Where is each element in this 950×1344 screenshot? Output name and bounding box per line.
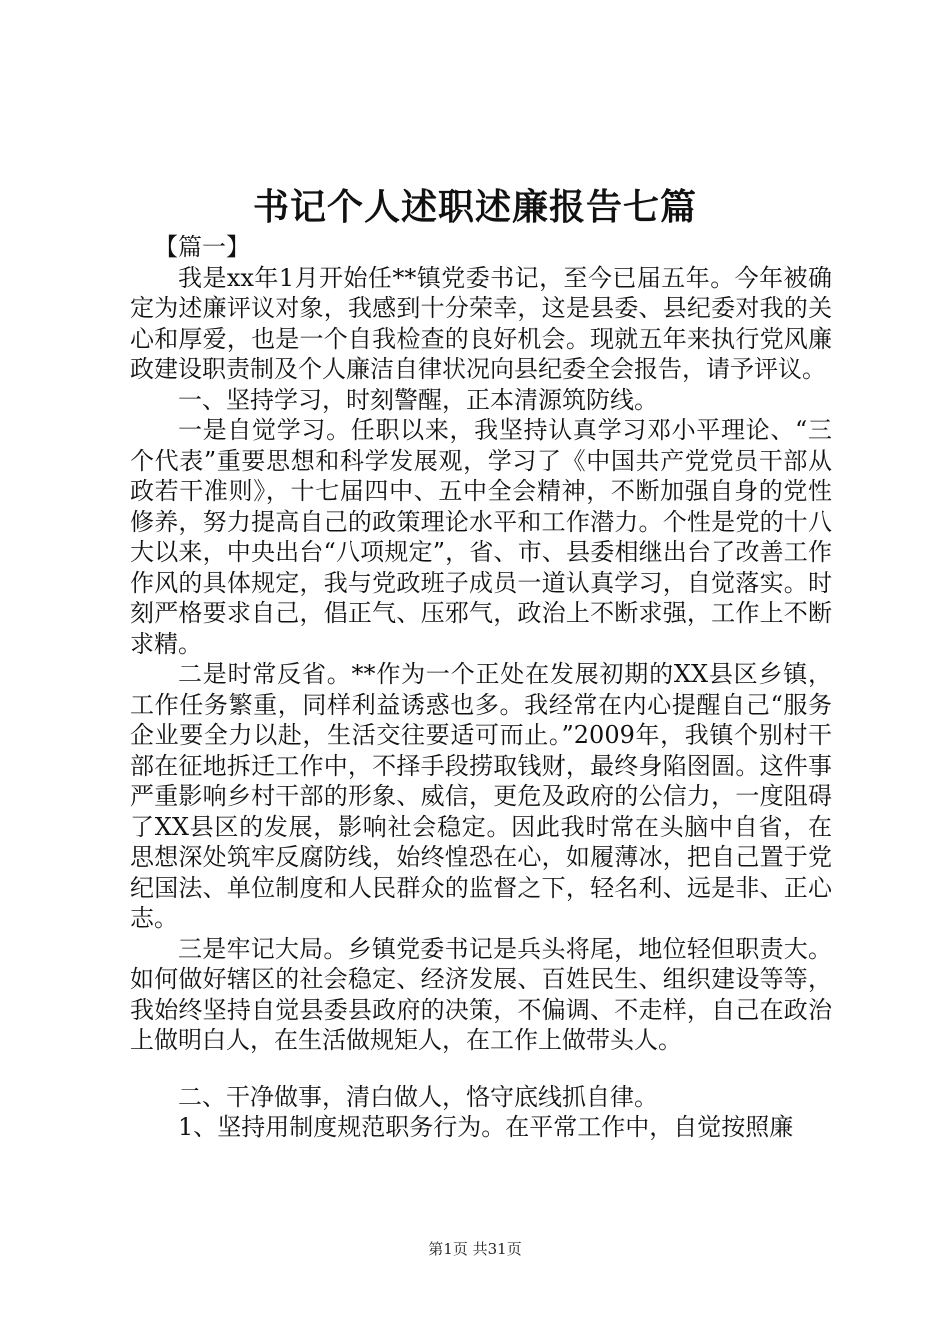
paragraph: 1、坚持用制度规范职务行为。在平常工作中，自觉按照廉 [178, 1113, 794, 1141]
page-number: 第1页 共31页 [428, 1240, 522, 1258]
paragraph: 二是时常反省。**作为一个正处在发展初期的XX县区乡镇，工作任务繁重，同样利益诱惑也多。我经常在内心提醒自己“服务企业要全力以赴，生活交往要适可而止。”2009年，我镇个别村干部在征地拆迁工作中，不择手段捞取钱财，最终身陷囹圄。这件事严重影响乡村干部的形象、威信，更危及政府的公信力，一度阻碍了XX县区的发展，影响社会稳定。因此我时常在头脑中自省，在思想深处筑牢反腐防线，始终惶恐在心，如履薄冰，把自己置于党纪国法、单位制度和人民群众的监督之下，轻名利、远是非、正心志。 [130, 660, 832, 932]
section-marker: 【篇一】 [154, 233, 250, 261]
paragraph: 我是xx年1月开始任**镇党委书记，至今已届五年。今年被确定为述廉评议对象，我感到十分荣幸，这是县委、县纪委对我的关心和厚爱，也是一个自我检查的良好机会。现就五年来执行党风廉政建设职责制及个人廉洁自律状况向县纪委全会报告，请予评议。 [130, 263, 832, 383]
section-heading: 二、干净做事，清白做人，恪守底线抓自律。 [178, 1082, 658, 1111]
paragraph-gap [130, 1056, 832, 1082]
document-body [130, 232, 832, 1143]
document-title: 书记个人述职述廉报告七篇 [252, 186, 697, 228]
paragraph: 三是牢记大局。乡镇党委书记是兵头将尾，地位轻但职责大。如何做好辖区的社会稳定、经济发展、百姓民生、组织建设等等，我始终坚持自觉县委县政府的决策，不偏调、不走样，自己在政治上做明白人，在生活做规矩人，在工作上做带头人。 [130, 934, 832, 1054]
paragraph: 一是自觉学习。任职以来，我坚持认真学习邓小平理论、“三个代表”重要思想和科学发展观，学习了《中国共产党党员干部从政若干准则》，十七届四中、五中全会精神，不断加强自身的党性修养，努力提高自己的政策理论水平和工作潜力。个性是党的十八大以来，中央出台“八项规定”，省、市、县委相继出台了改善工作作风的具体规定，我与党政班子成员一道认真学习，自觉落实。时刻严格要求自己，倡正气、压邪气，政治上不断求强，工作上不断求精。 [130, 416, 832, 658]
section-heading: 一、坚持学习，时刻警醒，正本清源筑防线。 [178, 385, 658, 414]
